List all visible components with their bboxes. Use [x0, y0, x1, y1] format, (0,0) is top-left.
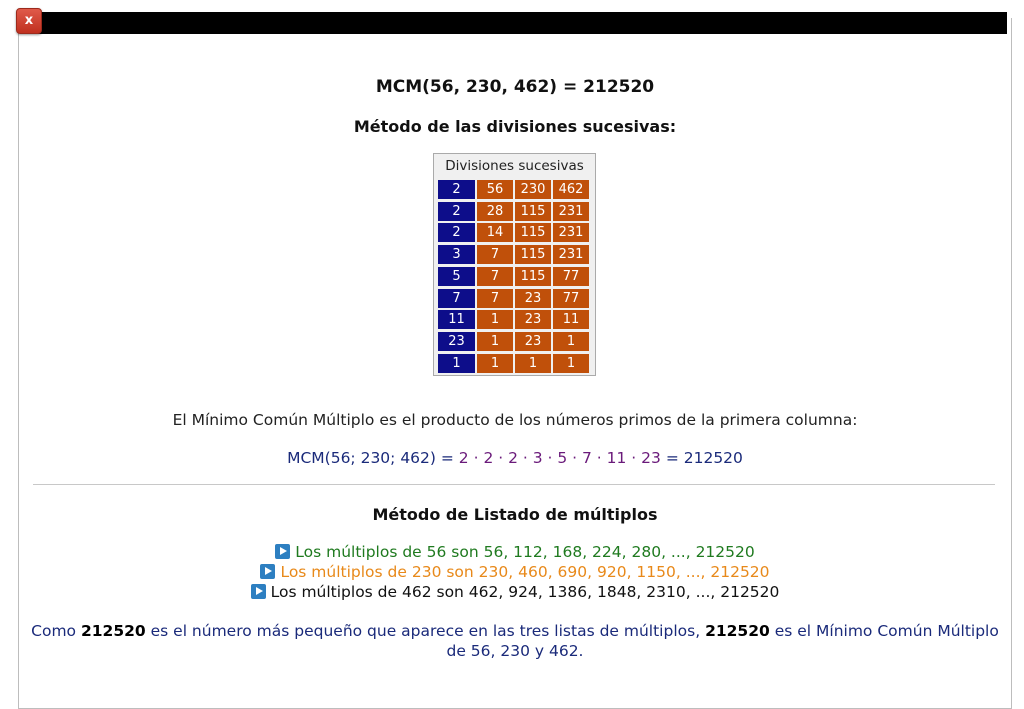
multiples-text-230: Los múltiplos de 230 son 230, 460, 690, 920, 1150, ..., 212520 — [280, 563, 770, 581]
close-button[interactable]: x — [16, 8, 42, 34]
divisions-row — [438, 180, 589, 199]
play-icon[interactable] — [275, 544, 290, 559]
conclusion-prefix: Como — [31, 622, 81, 640]
quotient-cell: 23 — [515, 289, 551, 308]
divisions-row — [438, 245, 589, 264]
quotient-cell: 7 — [477, 267, 513, 286]
divisions-row — [438, 354, 589, 373]
conclusion-middle: es el número más pequeño que aparece en las tres listas de múltiplos, — [145, 622, 706, 640]
divisions-row — [438, 310, 589, 329]
quotient-cell: 230 — [515, 180, 551, 199]
divisions-row — [438, 223, 589, 242]
quotient-cell: 1 — [553, 354, 589, 373]
prime-factor-cell: 23 — [438, 332, 475, 351]
divisions-row — [438, 332, 589, 351]
divisions-row — [438, 289, 589, 308]
quotient-cell: 1 — [477, 332, 513, 351]
quotient-cell: 1 — [553, 332, 589, 351]
lcm-formula — [20, 449, 1010, 467]
method2-heading: Método de Listado de múltiplos — [372, 505, 658, 524]
formula-result: = 212520 — [660, 449, 743, 467]
formula-primes: 2 · 2 · 2 · 3 · 5 · 7 · 11 · 23 — [458, 449, 661, 467]
method1-heading: Método de las divisiones sucesivas: — [353, 117, 677, 136]
quotient-cell: 77 — [553, 267, 589, 286]
multiples-text-56: Los múltiplos de 56 son 56, 112, 168, 224, 280, ..., 212520 — [295, 543, 755, 561]
quotient-cell: 115 — [515, 267, 551, 286]
conclusion-value: 212520 — [705, 622, 770, 640]
play-icon[interactable] — [251, 584, 266, 599]
prime-factor-cell: 2 — [438, 223, 475, 242]
result-title: MCM(56, 230, 462) = 212520 — [375, 77, 655, 97]
prime-factor-cell: 5 — [438, 267, 475, 286]
conclusion-text — [30, 621, 1000, 661]
quotient-cell: 115 — [515, 223, 551, 242]
quotient-cell: 462 — [553, 180, 589, 199]
quotient-cell: 77 — [553, 289, 589, 308]
quotient-cell: 11 — [553, 310, 589, 329]
method1-explanation: El Mínimo Común Múltiplo es el producto de los números primos de la primera columna: — [172, 411, 858, 429]
multiples-text-462: Los múltiplos de 462 son 462, 924, 1386, 1848, 2310, ..., 212520 — [270, 583, 780, 601]
prime-factor-cell: 2 — [438, 180, 475, 199]
quotient-cell: 231 — [553, 223, 589, 242]
quotient-cell: 231 — [553, 245, 589, 264]
quotient-cell: 115 — [515, 202, 551, 221]
quotient-cell: 56 — [477, 180, 513, 199]
quotient-cell: 231 — [553, 202, 589, 221]
play-icon[interactable] — [260, 564, 275, 579]
quotient-cell: 7 — [477, 289, 513, 308]
prime-factor-cell: 11 — [438, 310, 475, 329]
section-divider — [33, 484, 995, 485]
panel-titlebar — [20, 12, 1007, 34]
formula-left: MCM(56; 230; 462) = — [287, 449, 459, 467]
conclusion-suffix: es el Mínimo Común Múltiplo de 56, 230 y 462. — [446, 622, 999, 660]
divisions-row — [438, 267, 589, 286]
multiples-line-56 — [20, 542, 1010, 562]
conclusion-value: 212520 — [80, 622, 146, 640]
quotient-cell: 115 — [515, 245, 551, 264]
divisions-table — [433, 153, 596, 376]
quotient-cell: 1 — [477, 310, 513, 329]
prime-factor-cell: 2 — [438, 202, 475, 221]
divisions-row — [438, 202, 589, 221]
quotient-cell: 1 — [477, 354, 513, 373]
multiples-line-462 — [20, 582, 1010, 602]
divisions-table-caption: Divisiones sucesivas — [445, 158, 584, 174]
quotient-cell: 28 — [477, 202, 513, 221]
multiples-line-230 — [20, 562, 1010, 582]
quotient-cell: 14 — [477, 223, 513, 242]
prime-factor-cell: 3 — [438, 245, 475, 264]
quotient-cell: 23 — [515, 310, 551, 329]
quotient-cell: 7 — [477, 245, 513, 264]
quotient-cell: 1 — [515, 354, 551, 373]
prime-factor-cell: 7 — [438, 289, 475, 308]
quotient-cell: 23 — [515, 332, 551, 351]
prime-factor-cell: 1 — [438, 354, 475, 373]
